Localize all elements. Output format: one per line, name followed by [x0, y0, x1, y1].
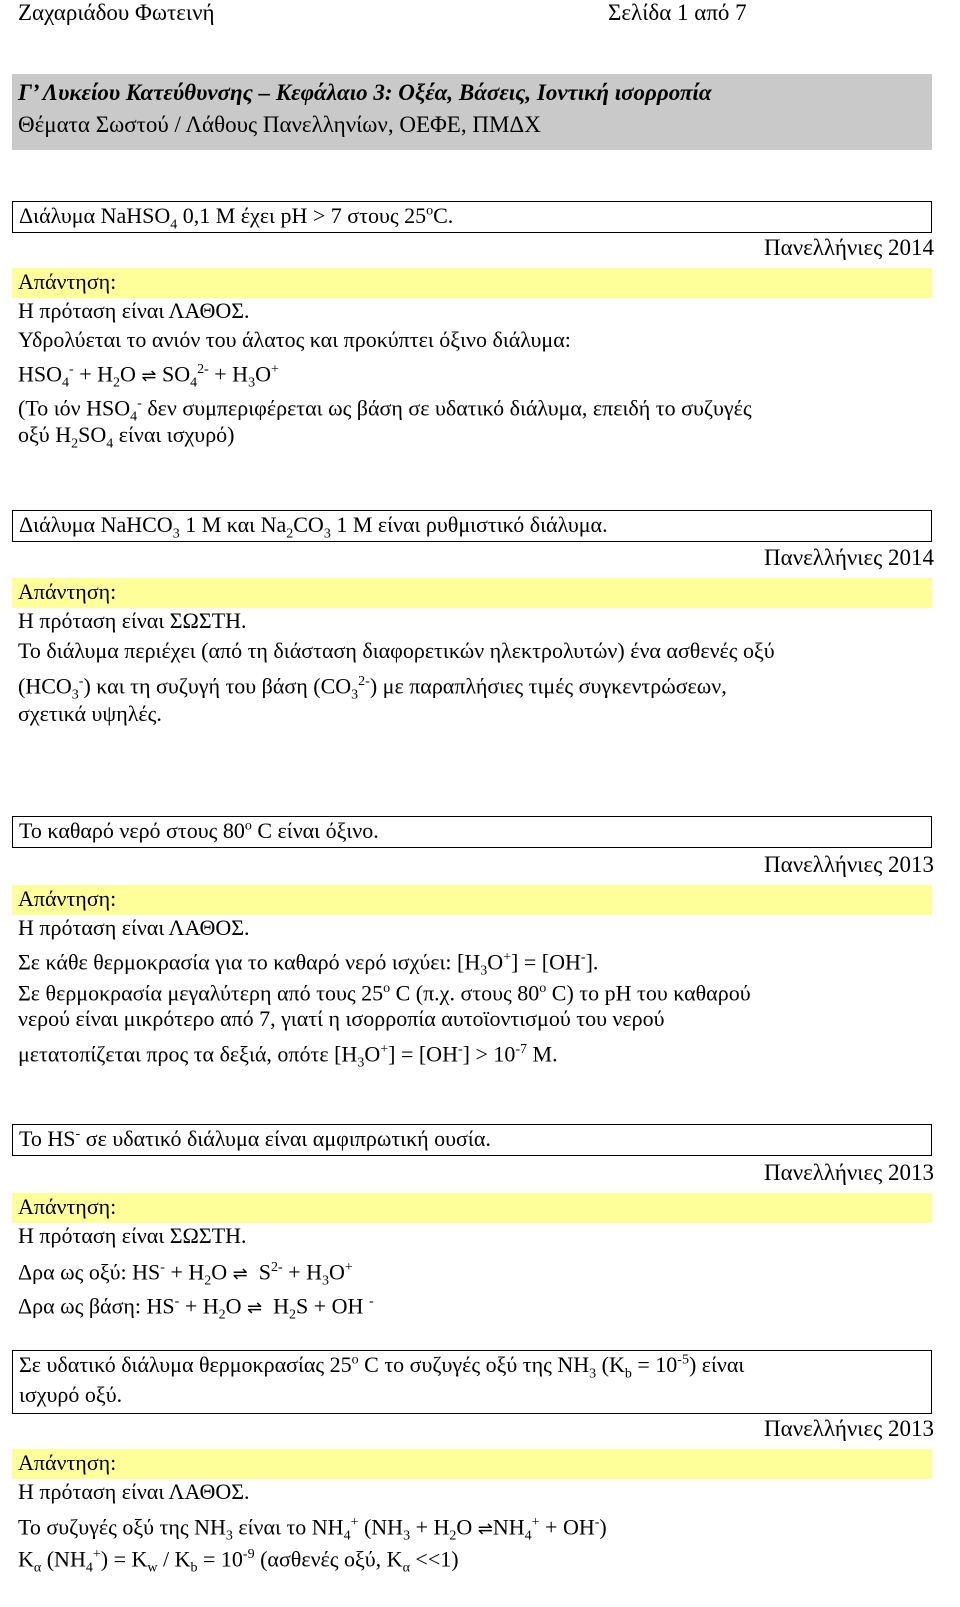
answer-2-verdict: Η πρόταση είναι ΣΩΣΤΗ. [18, 608, 247, 633]
question-4-text: Το HS- σε υδατικό διάλυμα είναι αμφιπρωτική ουσία. [19, 1126, 491, 1151]
answer-label: Απάντηση: [18, 1450, 117, 1475]
answer-label: Απάντηση: [18, 886, 117, 911]
question-5-text: Σε υδατικό διάλυμα θερμοκρασίας 25$^o$ C το συζυγές οξύ της $NH_3$ $(K_b = 10^{-5})$ είναι [19, 1352, 745, 1382]
answer-4-verdict: Η πρόταση είναι ΣΩΣΤΗ. [18, 1223, 247, 1248]
question-3-text: Το καθαρό νερό στους 80$^o$ C είναι όξινο. [19, 818, 379, 843]
answer-3-explanation-line: μετατοπίζεται προς τα δεξιά, οπότε $[H_3O^+] = [OH^-] > 10^{-7}$ M. [18, 1041, 558, 1071]
question-1-text: Διάλυμα NaHSO$_4$ 0,1 M έχει pH > 7 στους 25$^o$C. [19, 203, 454, 233]
answer-3-explanation-line: Σε κάθε θερμοκρασία για το καθαρό νερό ισχύει: $[H_3O^+] = [OH^-]$. [18, 949, 599, 979]
answer-3-verdict: Η πρόταση είναι ΛΑΘΟΣ. [18, 915, 250, 940]
question-4-year: Πανελλήνιες 2013 [764, 1160, 934, 1185]
question-5-year: Πανελλήνιες 2013 [764, 1416, 934, 1441]
answer-label: Απάντηση: [18, 579, 117, 604]
chapter-subtitle: Θέματα Σωστού / Λάθους Πανελληνίων, ΟΕΦΕ, ΠΜΔΧ [18, 112, 541, 137]
answer-1-explanation-line: Υδρολύεται το ανιόν του άλατος και προκύπτει όξινο διάλυμα: [18, 327, 571, 352]
question-2-year: Πανελλήνιες 2014 [764, 545, 934, 570]
answer-2-explanation-line: Το διάλυμα περιέχει (από τη διάσταση διαφορετικών ηλεκτρολυτών) ένα ασθενές οξύ [18, 638, 775, 663]
chapter-title: Γ’ Λυκείου Κατεύθυνσης – Κεφάλαιο 3: Οξέα, Βάσεις, Ιοντική ισορροπία [18, 80, 712, 105]
question-5-box [12, 1350, 932, 1414]
answer-label: Απάντηση: [18, 1194, 117, 1219]
answer-2-explanation-line: $(HCO_3^-)$ και τη συζυγή του βάση $(CO_3^{2-})$ με παραπλήσιες τιμές συγκεντρώσεων, [18, 673, 727, 703]
answer-3-bar [12, 885, 932, 915]
answer-3-explanation-line: Σε θερμοκρασία μεγαλύτερη από τους 25$^o$ C (π.χ. στους 80$^o$ C) το pH του καθαρού [18, 980, 751, 1006]
answer-2-bar [12, 578, 932, 608]
answer-1-explanation-line: οξύ $H_2SO_4$ είναι ισχυρό) [18, 422, 235, 452]
answer-3-explanation-line: νερού είναι μικρότερο από 7, γιατί η ισορροπία αυτοϊοντισμού του νερού [18, 1006, 665, 1031]
answer-label: Απάντηση: [18, 269, 117, 294]
answer-5-explanation-line: Το συζυγές οξύ της $NH_3$ είναι το $NH_4^+$ ($NH_3 + H_2O$ $\rightleftharpoons NH_4^+ + OH^-$) [18, 1514, 607, 1544]
page-number: Σελίδα 1 από 7 [608, 0, 747, 25]
answer-4-bar [12, 1193, 932, 1223]
question-4-box [12, 1124, 932, 1156]
answer-4-acid-equation: Δρα ως οξύ: $HS^- + H_2O$ ⇌ $S^{2-} + H_3O^+$ [18, 1259, 353, 1289]
answer-1-equation: $HSO_4^- + H_2O$ ⇌ $SO_4^{2-} + H_3O^+$ [18, 361, 279, 391]
question-2-text: Διάλυμα NaHCO$_3$ 1 M και $Na_2CO_3$ 1 M είναι ρυθμιστικό διάλυμα. [19, 512, 608, 542]
answer-1-explanation-line: (Το ιόν $HSO_4^-$ δεν συμπεριφέρεται ως βάση σε υδατικό διάλυμα, επειδή το συζυγές [18, 395, 752, 425]
answer-5-verdict: Η πρόταση είναι ΛΑΘΟΣ. [18, 1479, 250, 1504]
question-2-box [12, 510, 932, 542]
title-box [12, 74, 932, 150]
answer-1-verdict: Η πρόταση είναι ΛΑΘΟΣ. [18, 298, 250, 323]
answer-4-base-equation: Δρα ως βάση: $HS^- + H_2O$ ⇌ $H_2S$ + OH - [18, 1293, 374, 1323]
answer-2-explanation-line: σχετικά υψηλές. [18, 701, 162, 726]
question-5-text: ισχυρό οξύ. [19, 1382, 123, 1407]
answer-1-bar [12, 268, 932, 298]
question-1-box [12, 201, 932, 233]
question-3-year: Πανελλήνιες 2013 [764, 852, 934, 877]
answer-5-explanation-line: $K_\alpha$ $(NH_4^+) = K_w / K_b = 10^{-9}$ (ασθενές οξύ, $K_\alpha <<1$) [18, 1546, 459, 1576]
question-3-box [12, 816, 932, 848]
question-1-year: Πανελλήνιες 2014 [764, 235, 934, 260]
author-name: Ζαχαριάδου Φωτεινή [18, 0, 215, 25]
answer-5-bar [12, 1449, 932, 1479]
